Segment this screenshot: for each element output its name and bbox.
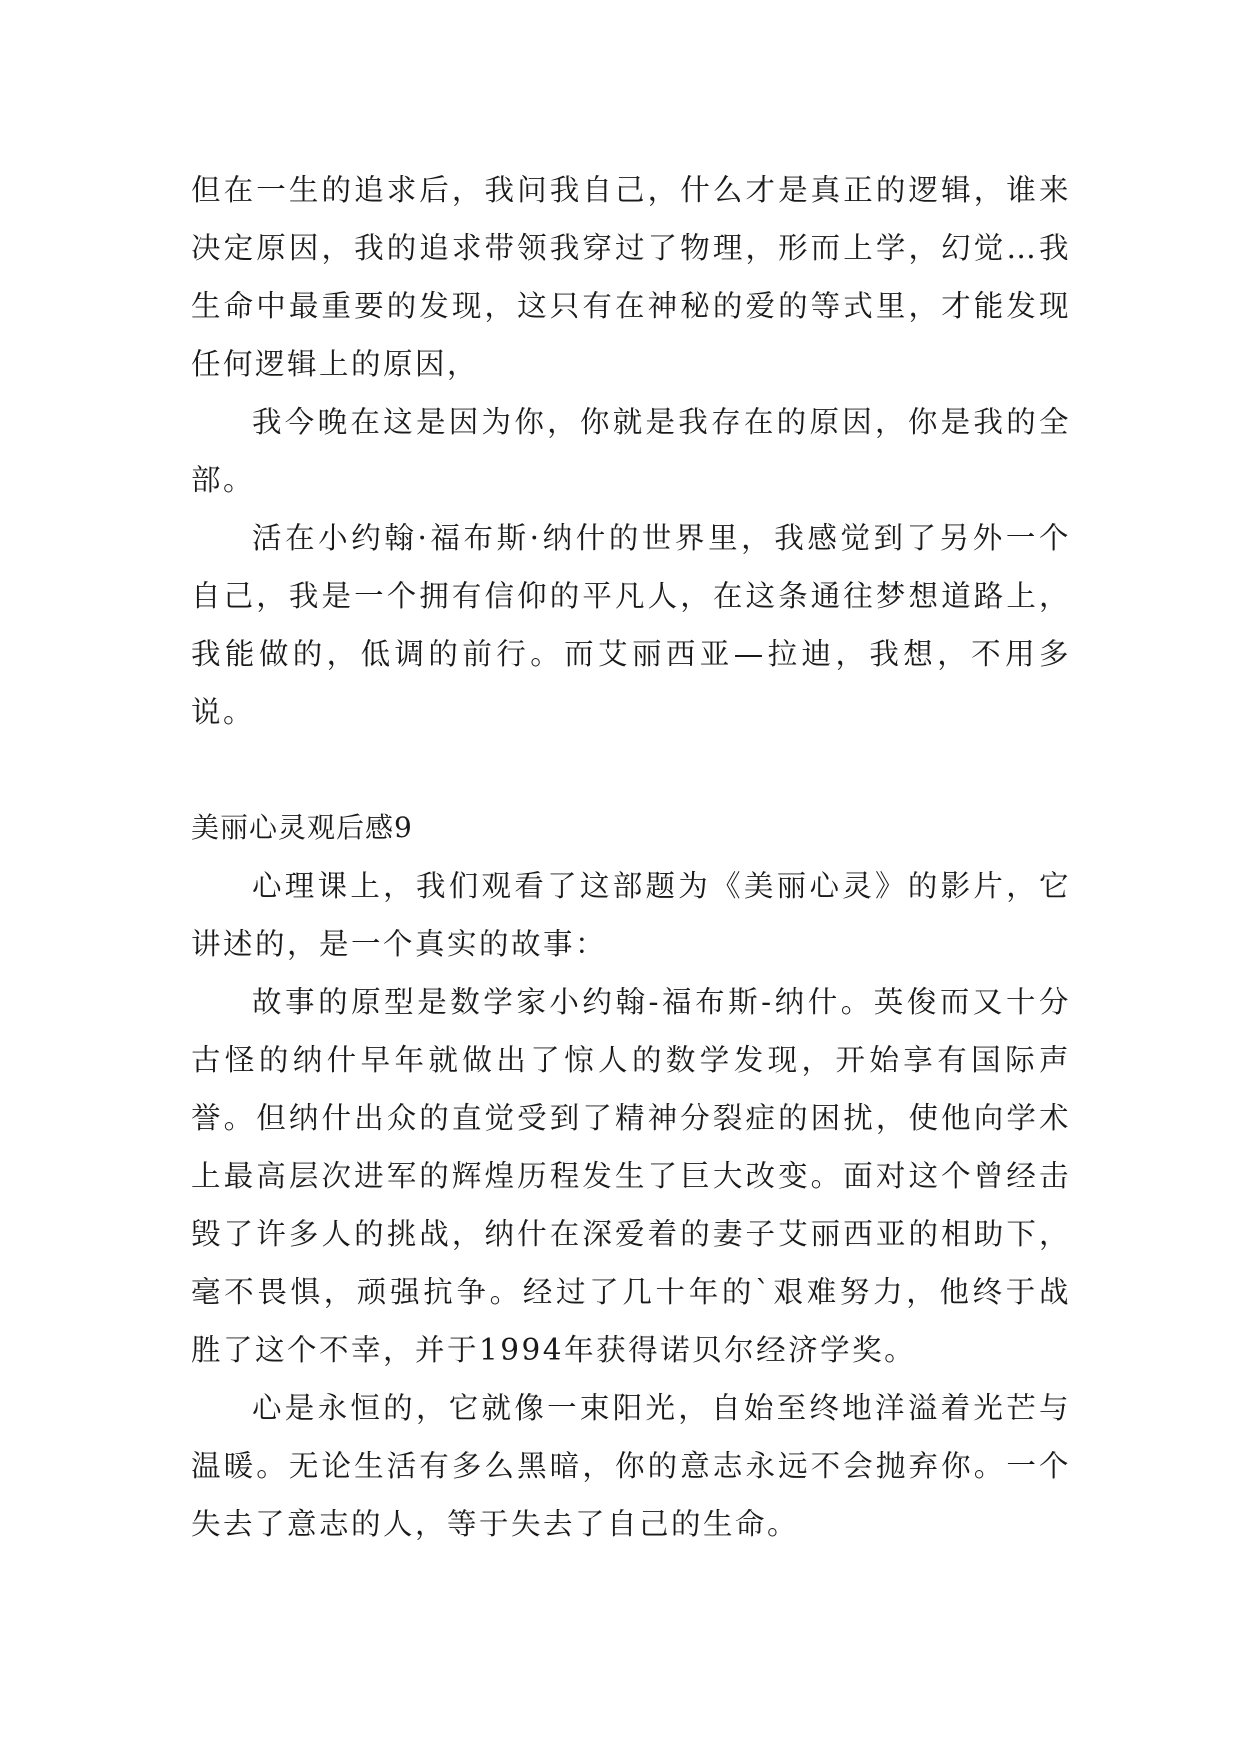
blank-line [191,741,1071,799]
document-body [191,161,1071,1553]
paragraph: 心理课上，我们观看了这部题为《美丽心灵》的影片，它讲述的，是一个真实的故事： [191,869,1071,961]
paragraph: 故事的原型是数学家小约翰-福布斯-纳什。英俊而又十分古怪的纳什早年就做出了惊人的数学发现，开始享有国际声誉。但纳什出众的直觉受到了精神分裂症的困扰，使他向学术上最高层次进军的辉煌历程发生了巨大改变。面对这个曾经击毁了许多人的挑战，纳什在深爱着的妻子艾丽西亚的相助下，毫不畏惧，顽强抗争。经过了几十年的`艰难努力，他终于战胜了这个不幸，并于1994年获得诺贝尔经济学奖。 [191,985,1071,1367]
paragraph: 我今晚在这是因为你，你就是我存在的原因，你是我的全部。 [191,405,1071,497]
section-heading: 美丽心灵观后感9 [191,811,413,844]
paragraph-continued: 但在一生的追求后，我问我自己，什么才是真正的逻辑，谁来决定原因，我的追求带领我穿过了物理，形而上学，幻觉…我生命中最重要的发现，这只有在神秘的爱的等式里，才能发现任何逻辑上的原因， [191,173,1071,381]
paragraph: 心是永恒的，它就像一束阳光，自始至终地洋溢着光芒与温暖。无论生活有多么黑暗，你的意志永远不会抛弃你。一个失去了意志的人，等于失去了自己的生命。 [191,1391,1071,1541]
paragraph: 活在小约翰·福布斯·纳什的世界里，我感觉到了另外一个自己，我是一个拥有信仰的平凡人，在这条通往梦想道路上，我能做的，低调的前行。而艾丽西亚—拉迪，我想，不用多说。 [191,521,1071,729]
